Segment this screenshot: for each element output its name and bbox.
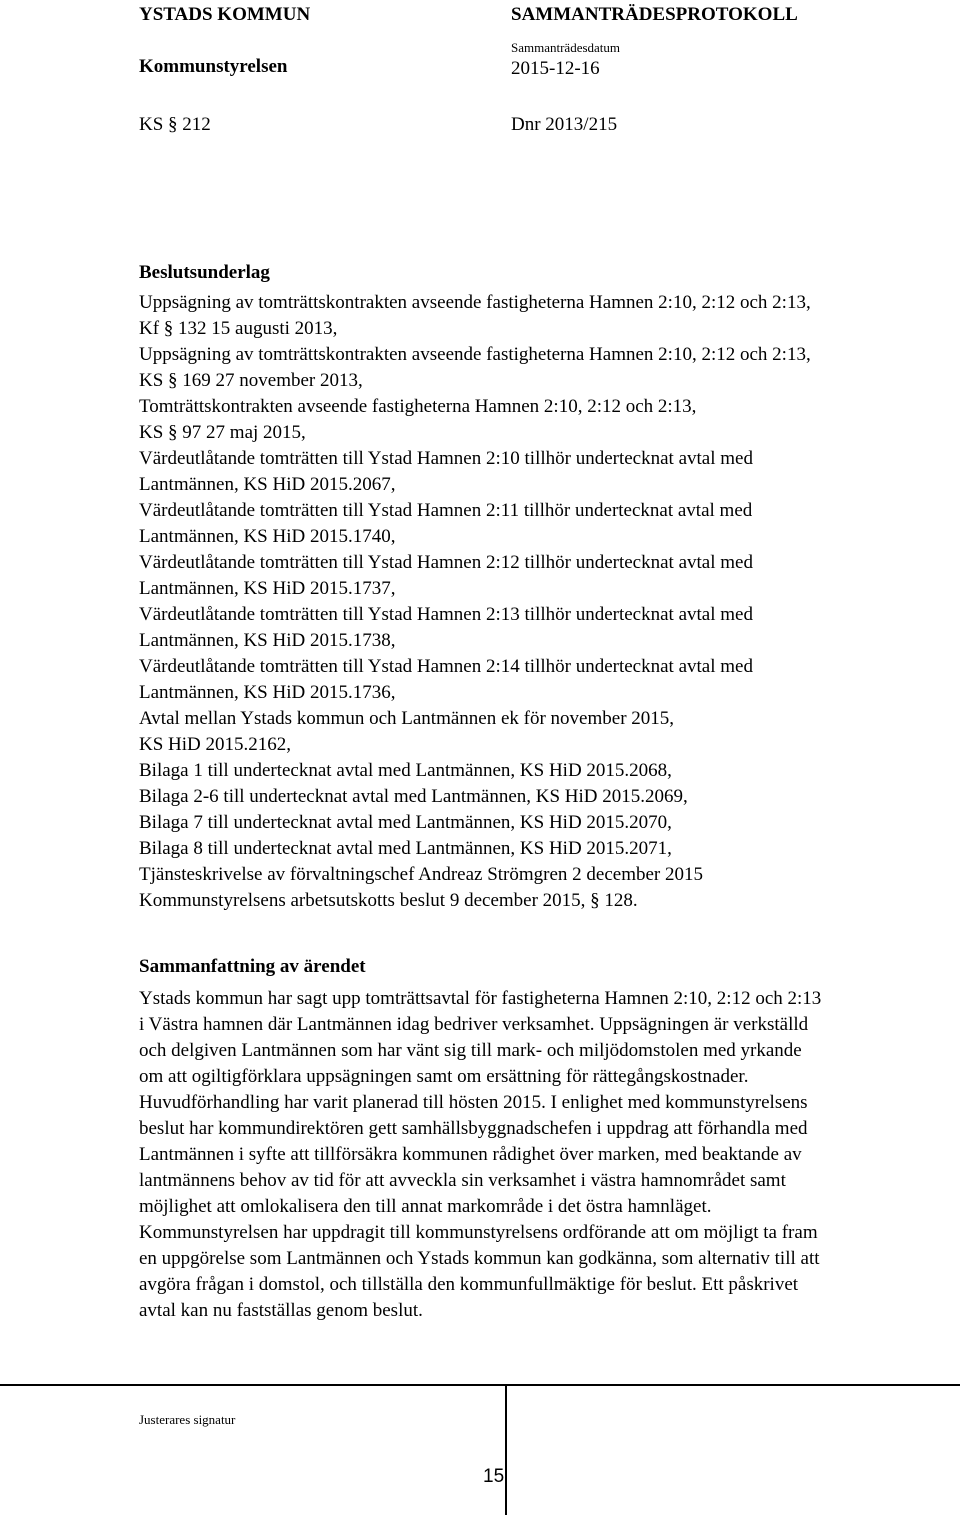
summary-line: beslut har kommundirektören gett samhällsbyggnadschefen i uppdrag att förhandla med — [139, 1118, 808, 1139]
summary-line: möjlighet att omlokalisera den till annat markområde i det östra hamnläget. — [139, 1196, 712, 1217]
diary-number: Dnr 2013/215 — [511, 114, 618, 135]
basis-line: KS § 169 27 november 2013, — [139, 370, 363, 391]
municipality-name: YSTADS KOMMUN — [139, 4, 311, 25]
summary-line: Huvudförhandling har varit planerad till hösten 2015. I enlighet med kommunstyrelsens — [139, 1092, 808, 1113]
footer-divider — [0, 1384, 960, 1386]
basis-line: Tjänsteskrivelse av förvaltningschef Andreaz Strömgren 2 december 2015 — [139, 864, 704, 885]
meeting-date: 2015-12-16 — [511, 58, 600, 79]
summary-line: avtal kan nu fastställas genom beslut. — [139, 1300, 423, 1321]
board-name: Kommunstyrelsen — [139, 56, 288, 77]
basis-line: Bilaga 7 till undertecknat avtal med Lantmännen, KS HiD 2015.2070, — [139, 812, 672, 833]
case-number: KS § 212 — [139, 114, 211, 135]
basis-title: Beslutsunderlag — [139, 262, 270, 283]
summary-line: avgöra frågan i domstol, och tillställa den kommunfullmäktige för beslut. Ett påskrivet — [139, 1274, 799, 1295]
basis-line: KS HiD 2015.2162, — [139, 734, 292, 755]
summary-line: och delgiven Lantmännen som har vänt sig till mark- och miljödomstolen med yrkande — [139, 1040, 802, 1061]
summary-line: en uppgörelse som Lantmännen och Ystads kommun kan godkänna, som alternativ till att — [139, 1248, 820, 1269]
basis-line: Värdeutlåtande tomträtten till Ystad Hamnen 2:14 tillhör undertecknat avtal med — [139, 656, 753, 677]
summary-line: i Västra hamnen där Lantmännen idag bedriver verksamhet. Uppsägningen är verkställd — [139, 1014, 809, 1035]
summary-line: lantmännens behov av tid för att avveckla sin verksamhet i västra hamnområdet samt — [139, 1170, 786, 1191]
summary-line: Kommunstyrelsen har uppdragit till kommunstyrelsens ordförande att om möjligt ta fram — [139, 1222, 818, 1243]
basis-line: Lantmännen, KS HiD 2015.1740, — [139, 526, 396, 547]
basis-line: Värdeutlåtande tomträtten till Ystad Hamnen 2:10 tillhör undertecknat avtal med — [139, 448, 753, 469]
basis-line: Bilaga 8 till undertecknat avtal med Lantmännen, KS HiD 2015.2071, — [139, 838, 672, 859]
summary-title: Sammanfattning av ärendet — [139, 956, 366, 977]
basis-line: Värdeutlåtande tomträtten till Ystad Hamnen 2:13 tillhör undertecknat avtal med — [139, 604, 753, 625]
basis-line: Bilaga 1 till undertecknat avtal med Lantmännen, KS HiD 2015.2068, — [139, 760, 672, 781]
basis-line: Uppsägning av tomträttskontrakten avseende fastigheterna Hamnen 2:10, 2:12 och 2:13, — [139, 344, 811, 365]
signature-label: Justerares signatur — [139, 1412, 236, 1427]
basis-list — [139, 290, 811, 914]
signature-box-divider — [505, 1386, 507, 1515]
basis-line: Tomträttskontrakten avseende fastigheterna Hamnen 2:10, 2:12 och 2:13, — [139, 396, 697, 417]
basis-line: Värdeutlåtande tomträtten till Ystad Hamnen 2:11 tillhör undertecknat avtal med — [139, 500, 753, 521]
summary-line: Lantmännen i syfte att tillförsäkra kommunen rådighet över marken, med beaktande av — [139, 1144, 802, 1165]
basis-line: Avtal mellan Ystads kommun och Lantmännen ek för november 2015, — [139, 708, 675, 729]
basis-line: Uppsägning av tomträttskontrakten avseende fastigheterna Hamnen 2:10, 2:12 och 2:13, — [139, 292, 811, 313]
basis-line: KS § 97 27 maj 2015, — [139, 422, 306, 443]
basis-line: Lantmännen, KS HiD 2015.2067, — [139, 474, 396, 495]
basis-line: Lantmännen, KS HiD 2015.1738, — [139, 630, 396, 651]
summary-line: Ystads kommun har sagt upp tomträttsavtal för fastigheterna Hamnen 2:10, 2:12 och 2:13 — [139, 988, 822, 1009]
basis-line: Lantmännen, KS HiD 2015.1737, — [139, 578, 396, 599]
meeting-date-label: Sammanträdesdatum — [511, 40, 621, 55]
protocol-title: SAMMANTRÄDESPROTOKOLL — [511, 4, 798, 25]
summary-text — [139, 986, 959, 1324]
basis-line: Kf § 132 15 augusti 2013, — [139, 318, 338, 339]
summary-line: om att ogiltigförklara uppsägningen samt om ersättning för rättegångskostnader. — [139, 1066, 749, 1087]
basis-line: Värdeutlåtande tomträtten till Ystad Hamnen 2:12 tillhör undertecknat avtal med — [139, 552, 753, 573]
basis-line: Lantmännen, KS HiD 2015.1736, — [139, 682, 396, 703]
basis-line: Kommunstyrelsens arbetsutskotts beslut 9 december 2015, § 128. — [139, 890, 638, 911]
basis-line: Bilaga 2-6 till undertecknat avtal med Lantmännen, KS HiD 2015.2069, — [139, 786, 688, 807]
page-number: 15 — [483, 1466, 505, 1487]
